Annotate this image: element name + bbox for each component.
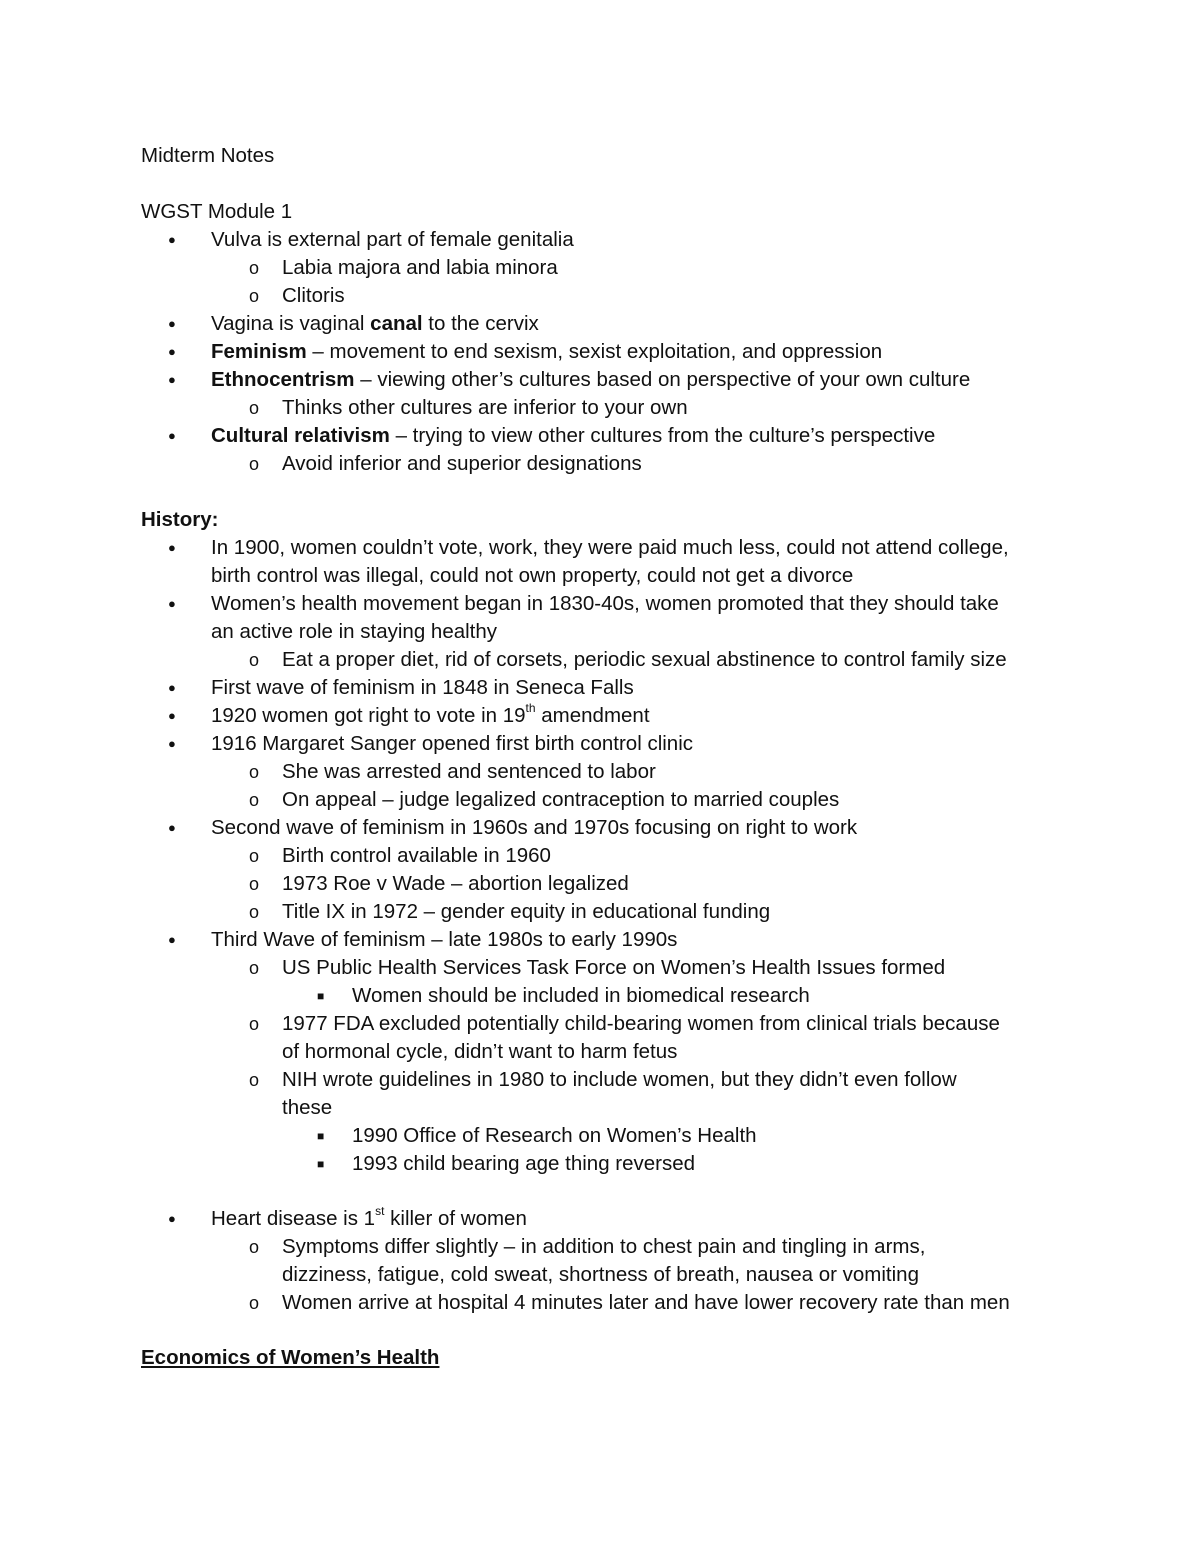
module-heading-line bbox=[0, 198, 1170, 226]
list-item: o Thinks other cultures are inferior to your own bbox=[0, 394, 1170, 422]
list-item: o Symptoms differ slightly – in addition to chest pain and tingling in arms, bbox=[0, 1233, 1170, 1261]
list-item: ■ 1990 Office of Research on Women’s Health bbox=[0, 1122, 1170, 1150]
list-item: o Title IX in 1972 – gender equity in educational funding bbox=[0, 898, 1170, 926]
list-item: o 1973 Roe v Wade – abortion legalized bbox=[0, 870, 1170, 898]
list-item: ● 1916 Margaret Sanger opened first birth control clinic bbox=[0, 730, 1170, 758]
doc-title-line bbox=[0, 142, 1170, 170]
bullet-open: o bbox=[249, 398, 260, 418]
list-item: o On appeal – judge legalized contraception to married couples bbox=[0, 786, 1170, 814]
bullet-dot: ● bbox=[168, 540, 176, 555]
list-item: o Women arrive at hospital 4 minutes later and have lower recovery rate than men bbox=[0, 1289, 1170, 1317]
module-heading: WGST Module 1 bbox=[141, 200, 293, 223]
bullet-dot: ● bbox=[168, 372, 176, 387]
term-bold: Ethnocentrism bbox=[211, 368, 355, 391]
list-item: o Labia majora and labia minora bbox=[0, 254, 1170, 282]
list-item: ● Women’s health movement began in 1830-40s, women promoted that they should take bbox=[0, 590, 1170, 618]
list-item: o Birth control available in 1960 bbox=[0, 842, 1170, 870]
list-item: o US Public Health Services Task Force on Women’s Health Issues formed bbox=[0, 954, 1170, 982]
bullet-open: o bbox=[249, 1293, 260, 1313]
bullet-open: o bbox=[249, 874, 260, 894]
list-item-continuation: dizziness, fatigue, cold sweat, shortness of breath, nausea or vomiting bbox=[282, 1263, 919, 1286]
bullet-open: o bbox=[249, 958, 260, 978]
list-item-continuation: of hormonal cycle, didn’t want to harm fetus bbox=[282, 1040, 678, 1063]
list-item: ● In 1900, women couldn’t vote, work, they were paid much less, could not attend college, bbox=[0, 534, 1170, 562]
superscript: th bbox=[525, 701, 536, 716]
economics-heading: Economics of Women’s Health bbox=[141, 1346, 440, 1369]
bullet-open: o bbox=[249, 762, 260, 782]
bullet-open: o bbox=[249, 650, 260, 670]
bullet-dot: ● bbox=[168, 596, 176, 611]
list-item: ■ 1993 child bearing age thing reversed bbox=[0, 1150, 1170, 1178]
bullet-dot: ● bbox=[168, 1211, 176, 1226]
list-item: ● Second wave of feminism in 1960s and 1970s focusing on right to work bbox=[0, 814, 1170, 842]
bullet-dot: ● bbox=[168, 428, 176, 443]
list-item: ● Vulva is external part of female genitalia bbox=[0, 226, 1170, 254]
list-item: o 1977 FDA excluded potentially child-bearing women from clinical trials because bbox=[0, 1010, 1170, 1038]
bullet-open: o bbox=[249, 1237, 260, 1257]
bullet-open: o bbox=[249, 846, 260, 866]
list-item: ● First wave of feminism in 1848 in Seneca Falls bbox=[0, 674, 1170, 702]
bullet-open: o bbox=[249, 902, 260, 922]
bullet-dot: ● bbox=[168, 708, 176, 723]
bullet-open: o bbox=[249, 1014, 260, 1034]
term-bold: Cultural relativism bbox=[211, 424, 390, 447]
doc-title: Midterm Notes bbox=[141, 144, 275, 167]
list-item: ● Feminism – movement to end sexism, sexist exploitation, and oppression bbox=[0, 338, 1170, 366]
list-item-continuation: birth control was illegal, could not own property, could not get a divorce bbox=[211, 564, 854, 587]
list-item: ● 1920 women got right to vote in 19th amendment bbox=[0, 702, 1170, 730]
list-item: o Avoid inferior and superior designations bbox=[0, 450, 1170, 478]
list-item: ● Ethnocentrism – viewing other’s cultures based on perspective of your own culture bbox=[0, 366, 1170, 394]
list-item-continuation: an active role in staying healthy bbox=[211, 620, 498, 643]
term-bold: canal bbox=[370, 312, 423, 335]
bullet-dot: ● bbox=[168, 344, 176, 359]
bullet-dot: ● bbox=[168, 736, 176, 751]
term-bold: Feminism bbox=[211, 340, 307, 363]
list-item: o NIH wrote guidelines in 1980 to include women, but they didn’t even follow bbox=[0, 1066, 1170, 1094]
bullet-dot: ● bbox=[168, 232, 176, 247]
bullet-dot: ● bbox=[168, 316, 176, 331]
list-item-continuation: these bbox=[282, 1096, 333, 1119]
bullet-square: ■ bbox=[317, 1157, 325, 1171]
bullet-square: ■ bbox=[317, 1129, 325, 1143]
bullet-square: ■ bbox=[317, 989, 325, 1003]
list-item: ● Cultural relativism – trying to view other cultures from the culture’s perspective bbox=[0, 422, 1170, 450]
list-item: o Eat a proper diet, rid of corsets, periodic sexual abstinence to control family size bbox=[0, 646, 1170, 674]
history-heading: History: bbox=[141, 508, 219, 531]
list-item: ● Heart disease is 1st killer of women bbox=[0, 1205, 1170, 1233]
bullet-dot: ● bbox=[168, 820, 176, 835]
economics-heading-line bbox=[0, 1344, 1170, 1372]
bullet-dot: ● bbox=[168, 680, 176, 695]
bullet-open: o bbox=[249, 790, 260, 810]
list-item: ● Third Wave of feminism – late 1980s to early 1990s bbox=[0, 926, 1170, 954]
bullet-open: o bbox=[249, 286, 260, 306]
bullet-dot: ● bbox=[168, 932, 176, 947]
list-item: ■ Women should be included in biomedical research bbox=[0, 982, 1170, 1010]
bullet-open: o bbox=[249, 454, 260, 474]
list-item: o She was arrested and sentenced to labor bbox=[0, 758, 1170, 786]
list-item: ● Vagina is vaginal canal to the cervix bbox=[0, 310, 1170, 338]
superscript: st bbox=[375, 1204, 385, 1219]
history-heading-line bbox=[0, 506, 1170, 534]
list-item: o Clitoris bbox=[0, 282, 1170, 310]
bullet-open: o bbox=[249, 1070, 260, 1090]
bullet-open: o bbox=[249, 258, 260, 278]
